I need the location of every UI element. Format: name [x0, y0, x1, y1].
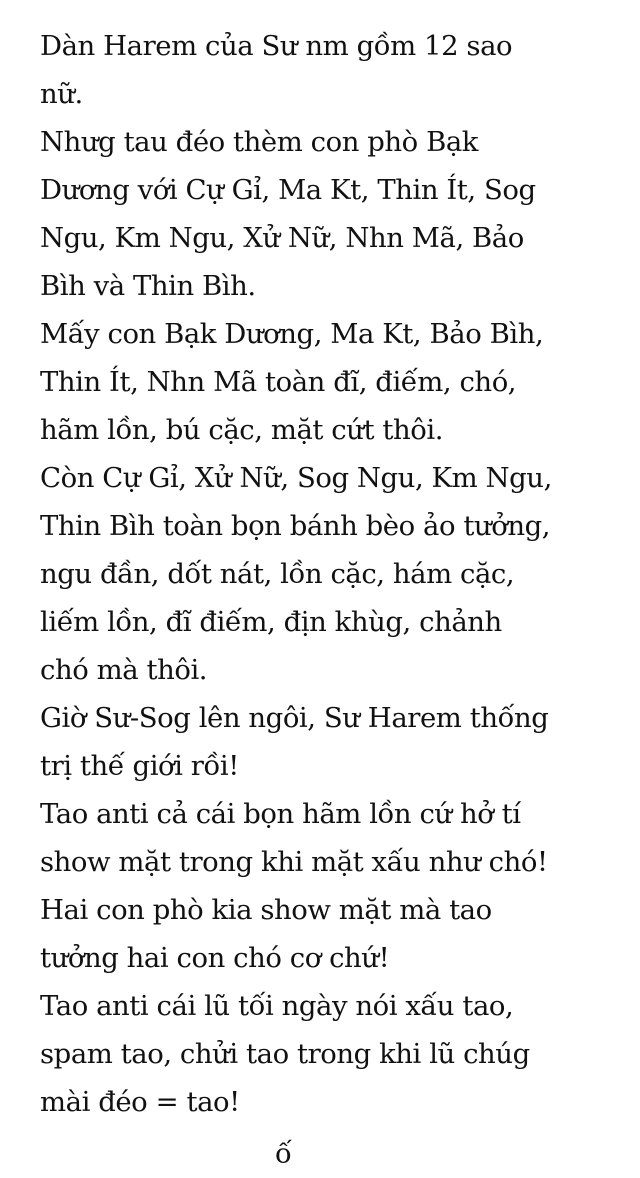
text-line: Tao anti cái lũ tối ngày nói xấu tao, — [40, 990, 514, 1022]
text-line: nữ. — [40, 78, 83, 110]
text-line: tưởng hai con chó cơ chứ! — [40, 942, 390, 974]
text-line: Dương với Cự Gỉ, Ma Kt, Thin Ít, Sog — [40, 174, 536, 206]
text-line: trị thế giới rồi! — [40, 750, 239, 782]
text-line: Còn Cự Gỉ, Xử Nữ, Sog Ngu, Km Ngu, — [40, 462, 552, 494]
text-line: Bìh và Thin Bìh. — [40, 270, 256, 302]
text-line: Tao anti cả cái bọn hãm lồn cứ hở tí — [40, 798, 521, 830]
text-line: Dàn Harem của Sư nm gồm 12 sao — [40, 30, 513, 62]
text-line: liếm lồn, đĩ điếm, địn khùg, chảnh — [40, 606, 502, 638]
text-line: mài đéo = tao! — [40, 1086, 240, 1118]
text-line: Mấy con Bạk Dương, Ma Kt, Bảo Bìh, — [40, 318, 544, 350]
text-line: Hai con phò kia show mặt mà tao — [40, 894, 492, 926]
text-line: Giờ Sư-Sog lên ngôi, Sư Harem thống — [40, 702, 549, 734]
text-line: chó mà thôi. — [40, 654, 208, 686]
text-line: Thin Bìh toàn bọn bánh bèo ảo tưởng, — [40, 510, 551, 542]
cut-off-text-fragment: ố — [275, 1138, 292, 1170]
text-line: Thin Ít, Nhn Mã toàn đĩ, điếm, chó, — [40, 366, 517, 398]
text-line: Nhưg tau đéo thèm con phò Bạk — [40, 126, 479, 158]
post-text — [40, 22, 630, 1126]
text-line: show mặt trong khi mặt xấu như chó! — [40, 846, 548, 878]
text-line: spam tao, chửi tao trong khi lũ chúg — [40, 1038, 530, 1070]
text-line: hãm lồn, bú cặc, mặt cứt thôi. — [40, 414, 444, 446]
text-line: Ngu, Km Ngu, Xử Nữ, Nhn Mã, Bảo — [40, 222, 524, 254]
text-line: ngu đần, dốt nát, lồn cặc, hám cặc, — [40, 558, 515, 590]
